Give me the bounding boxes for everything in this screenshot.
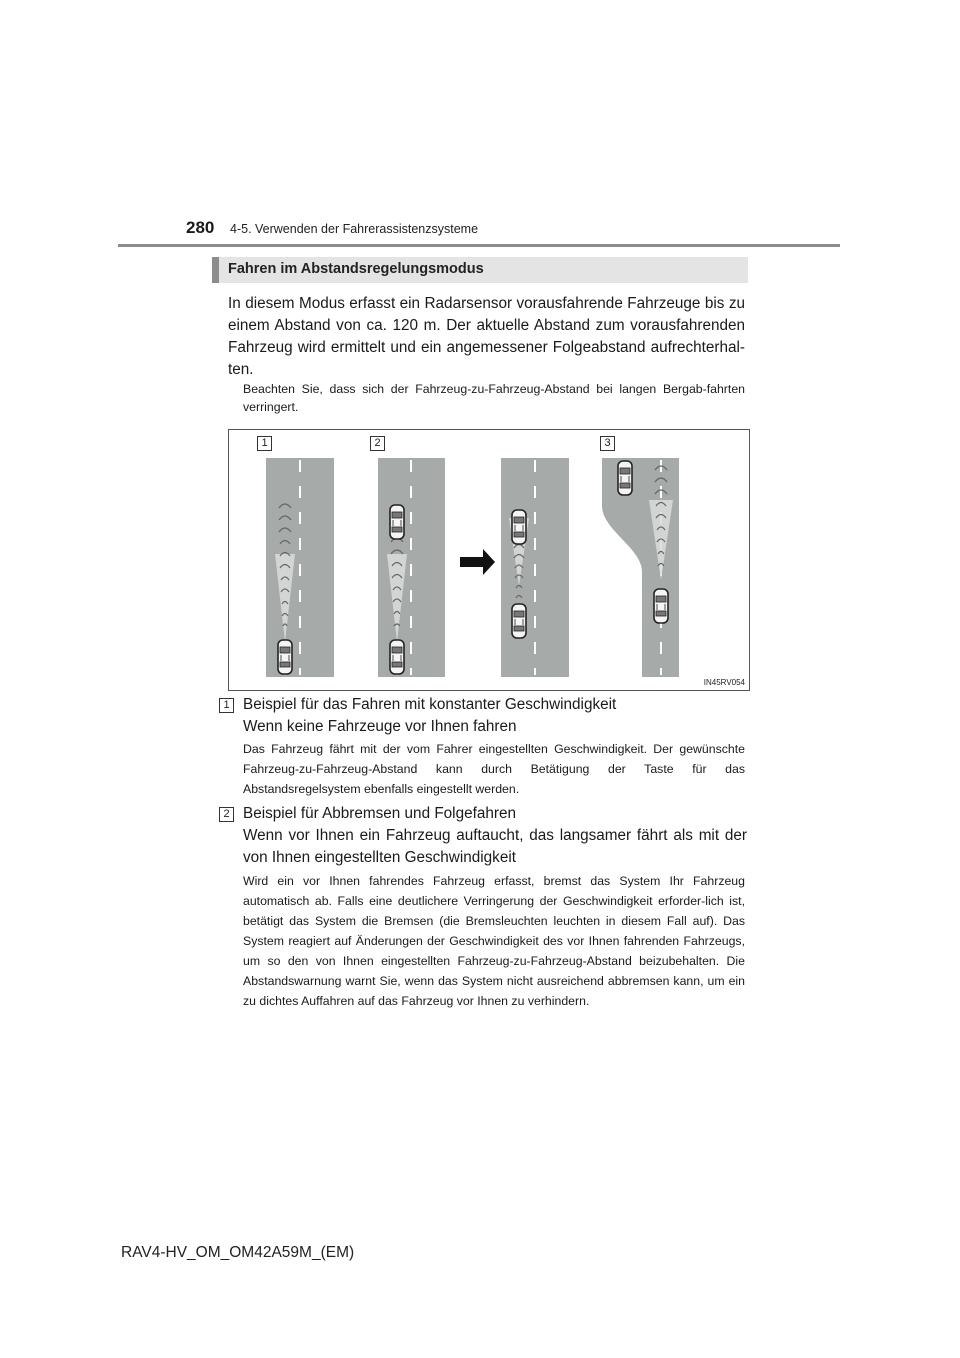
own-vehicle-2: [390, 640, 404, 674]
figure-code: IN45RV054: [703, 678, 745, 687]
own-vehicle-1: [278, 640, 292, 674]
page-number: 280: [186, 218, 215, 237]
chapter-title: 4-5. Verwenden der Fahrerassistenzsysteme: [230, 222, 479, 236]
figure-marker-1: 1: [257, 436, 272, 451]
item-2-title: Beispiel für Abbremsen und Folgefahren: [243, 805, 516, 822]
footer-model-code: RAV4-HV_OM_OM42A59M_(EM): [121, 1244, 355, 1261]
item-1-title: Beispiel für das Fahren mit konstanter Geschwindigkeit: [243, 696, 617, 713]
section-heading: Fahren im Abstandsregelungsmodus: [228, 261, 484, 277]
item-1-detail: Das Fahrzeug fährt mit der vom Fahrer eingestellten Geschwindigkeit. Der gewünschte Fahrzeug-zu-Fahrzeug-Abstand kann durch Betätigung der Taste für das Abstandsregelsystem ebenfalls eingestellt werden.: [243, 742, 745, 796]
illustration-graphic: [229, 430, 749, 690]
lead-vehicle-2: [390, 505, 404, 539]
radar-cruise-illustration: [228, 429, 750, 691]
figure-marker-3: 3: [600, 436, 615, 451]
road-4: [602, 458, 679, 677]
transition-arrow: [460, 549, 495, 575]
own-vehicle-4: [654, 589, 668, 623]
item-1-heading: [243, 694, 747, 738]
road-1: [266, 458, 334, 677]
item-marker-2: 2: [219, 807, 234, 822]
intro-paragraph: In diesem Modus erfasst ein Radarsensor vorausfahrende Fahrzeuge bis zu einem Abstand von ca. 120 m. Der aktuelle Abstand zum vorausfahrenden Fahrzeug wird ermittelt und ein angemessener Folgeabstand aufrechterhal-ten.: [228, 295, 745, 378]
header-rule: [118, 244, 840, 247]
figure-marker-2: 2: [370, 436, 385, 451]
lead-vehicle-3: [512, 510, 526, 544]
item-1-subtitle: Wenn keine Fahrzeuge vor Ihnen fahren: [243, 718, 517, 735]
item-marker-1: 1: [219, 698, 234, 713]
section-heading-bar: [212, 257, 748, 283]
item-2-detail: Wird ein vor Ihnen fahrendes Fahrzeug erfasst, bremst das System Ihr Fahrzeug automatisch ab. Falls eine deutlichere Verringerung der Geschwindigkeit erforder-lich ist, betätigt das System die Bremsen (die Bremsleuchten leuchten in diesem Fall auf). Das System reagiert auf Änderungen der Geschwindigkeit des vor Ihnen fahrenden Fahrzeugs, um so den von Ihnen eingestellten Fahrzeug-zu-Fahrzeug-Abstand beizubehalten. Die Abstandswarnung warnt Sie, wenn das System nicht ausreichend abbremsen kann, um ein zu dichtes Auffahren auf das Fahrzeug vor Ihnen zu verhindern.: [243, 874, 745, 1008]
road-3: [501, 458, 569, 677]
own-vehicle-3: [512, 604, 526, 638]
item-2-heading: [243, 803, 747, 869]
cut-out-vehicle-4: [618, 461, 632, 495]
note-paragraph: Beachten Sie, dass sich der Fahrzeug-zu-Fahrzeug-Abstand bei langen Bergab-fahrten verringert.: [243, 382, 745, 414]
item-2-subtitle: Wenn vor Ihnen ein Fahrzeug auftaucht, das langsamer fährt als mit der von Ihnen eingestellten Geschwindigkeit: [243, 827, 747, 866]
road-2: [378, 458, 445, 677]
